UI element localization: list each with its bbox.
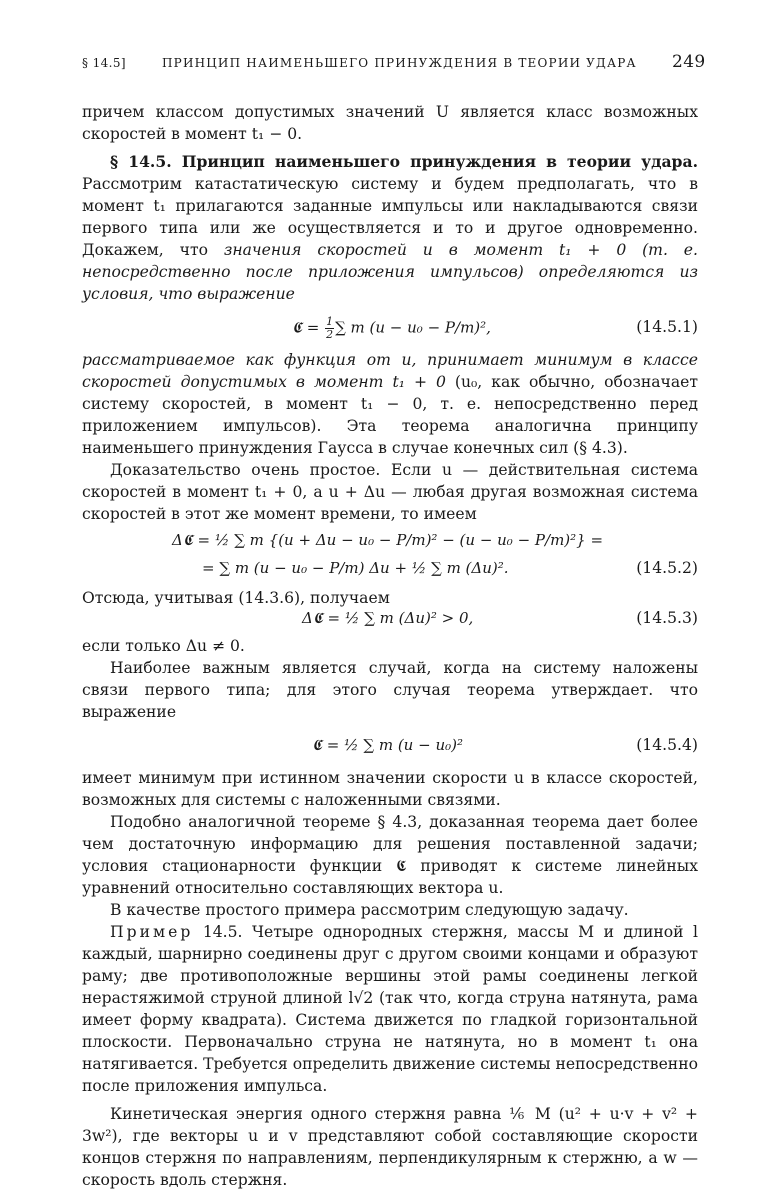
page-number: 249 [672, 52, 706, 72]
paragraph-5: если только Δu ≠ 0. [82, 637, 245, 655]
example-label: Пример [110, 923, 194, 941]
eq3-body: Δ𝕮 = ½ ∑ m (Δu)² > 0, [302, 609, 474, 627]
paragraph-8: Подобно аналогичной теореме § 4.3, доказанная теорема дает более чем достаточную информацию для решения поставленной задачи; условия стационарности функции 𝕮 приводят к системе линейных уравнений относительно составляющих вектора u. [82, 813, 698, 897]
eq1-number: (14.5.1) [636, 318, 698, 336]
example-paragraph [82, 921, 698, 1097]
eq4-body: 𝕮 = ½ ∑ m (u − u₀)² [312, 736, 463, 754]
paragraph-6: Наиболее важным является случай, когда на систему наложены связи первого типа; для этого случая теорема утверждает. что выражение [82, 659, 698, 721]
paragraph-4: Отсюда, учитывая (14.3.6), получаем [82, 589, 390, 607]
section-paragraph [82, 151, 698, 305]
running-head-section: § 14.5] [82, 56, 127, 70]
eq2-line2: = ∑ m (u − u₀ − P/m) Δu + ½ ∑ m (Δu)². [202, 559, 509, 577]
p1-italic-text: значения скоростей u в момент t₁ + 0 (т. е. непосредственно после приложения импульсов) определяются из условия, что выражение [82, 241, 698, 303]
intro-paragraph: причем классом допустимых значений U является класс возможных скоростей в момент t₁ − 0. [82, 103, 698, 143]
page-body [82, 101, 698, 1191]
running-head-title: ПРИНЦИП НАИМЕНЬШЕГО ПРИНУЖДЕНИЯ В ТЕОРИИ УДАРА [162, 56, 637, 70]
eq2-line1: Δ𝕮 = ½ ∑ m {(u + Δu − u₀ − P/m)² − (u − u₀ − P/m)²} = [172, 531, 604, 549]
eq4-number: (14.5.4) [636, 736, 698, 754]
p2-italic-text: рассматриваемое как функция от u, принимает минимум в классе скоростей допустимых в момент t₁ + 0 [82, 351, 698, 391]
equation-14-5-1: 𝕮 = $\frac{1}{2}$ ∑ m (u − u₀ − P/m)², (14.5.1) [292, 315, 698, 341]
p2-text: (u₀, как обычно, обозначает систему скоростей, в момент t₁ − 0, т. е. непосредственно перед приложением импульсов). Эта теорема аналогична принципу наименьшего принуждения Гаусса в случае конечных сил (§ 4.3). [82, 373, 698, 457]
p1-text: Рассмотрим катастатическую систему и будем предполагать, что в момент t₁ прилагаются заданные импульсы или накладываются связи первого типа или же осуществляется и то и другое одновременно. Докажем, что [82, 175, 698, 259]
eq1-body: ∑ m (u − u₀ − P/m)², [335, 318, 491, 337]
equation-14-5-4 [82, 725, 698, 765]
eq3-number: (14.5.3) [636, 609, 698, 627]
paragraph-2 [82, 349, 698, 459]
eq1-lhs: 𝕮 = [292, 318, 325, 337]
paragraph-11: Кинетическая энергия одного стержня равна ⅙ M (u² + u·v + v² + 3w²), где векторы u и v представляют собой составляющие скорости концов стержня по направлениям, перпендикулярным к стержню, а w — скорость вдоль стержня. [82, 1105, 698, 1189]
paragraph-7: имеет минимум при истинном значении скорости u в классе скоростей, возможных для системы с наложенными связями. [82, 769, 698, 809]
section-heading: § 14.5. Принцип наименьшего принуждения в теории удара. [110, 152, 698, 171]
equation-14-5-3 [82, 603, 698, 633]
eq2-number: (14.5.2) [636, 559, 698, 577]
example-text: 14.5. Четыре однородных стержня, массы M и длиной l каждый, шарнирно соединены друг с другом своими концами и образуют раму; две противоположные вершины этой рамы соединены легкой нерастяжимой струной длиной l√2 (так что, когда струна натянута, рама имеет форму квадрата). Система движется по гладкой горизонтальной плоскости. Первоначально струна не натянута, но в момент t₁ она натягивается. Требуется определить движение системы непосредственно после приложения импульса. [82, 923, 698, 1095]
paragraph-3: Доказательство очень простое. Если u — действительная система скоростей в момент t₁ + 0, а u + Δu — любая другая возможная система скоростей в этот же момент времени, то имеем [82, 461, 698, 523]
paragraph-9: В качестве простого примера рассмотрим следующую задачу. [110, 901, 629, 919]
equation-14-5-2 [82, 527, 698, 585]
